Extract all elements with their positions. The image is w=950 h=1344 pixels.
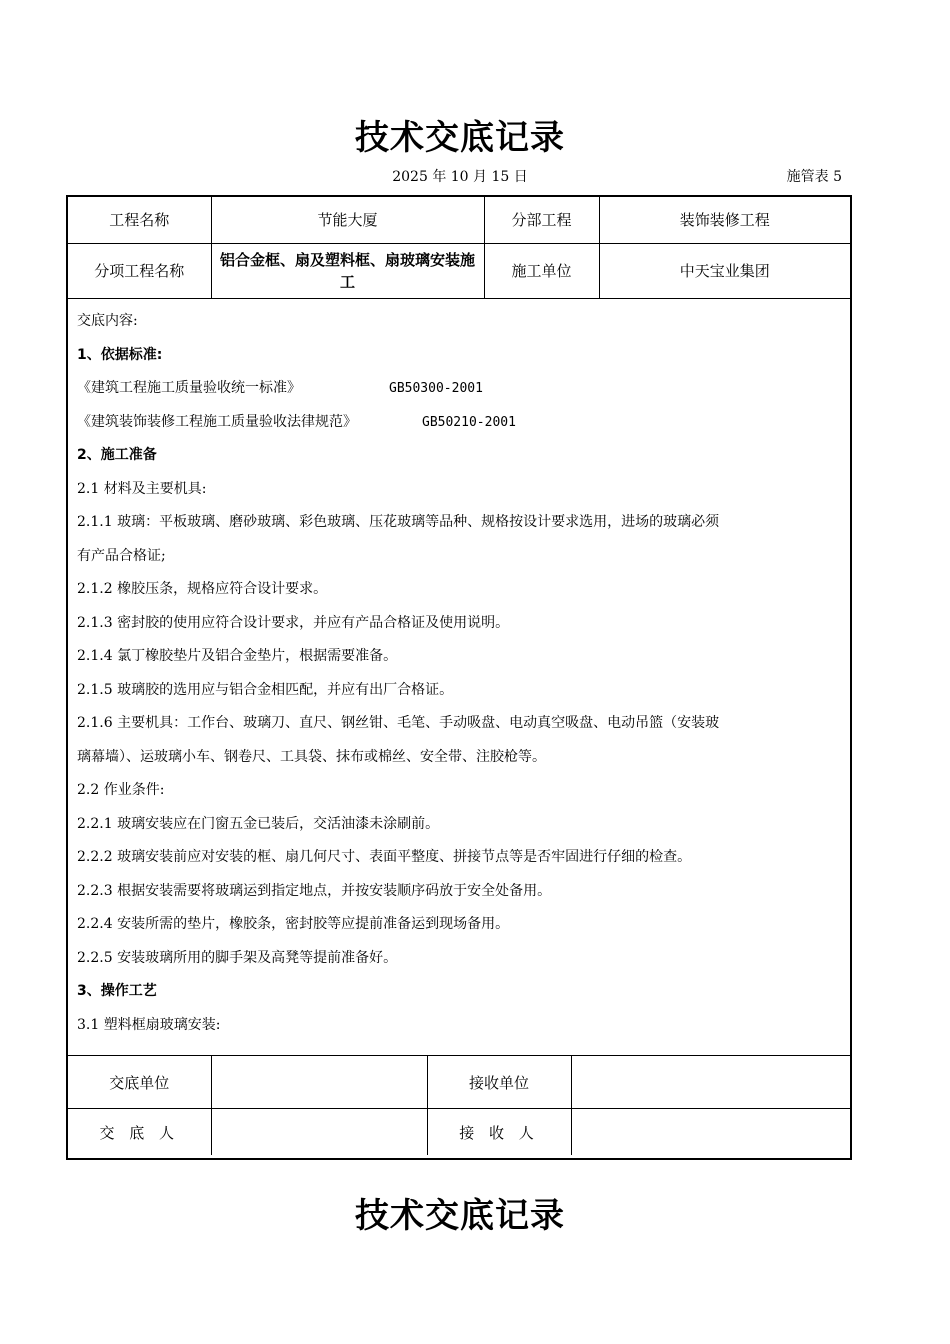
next-page-title: 技术交底记录 — [355, 1196, 565, 1236]
issuer-field[interactable] — [211, 1109, 427, 1156]
division-label: 分部工程 — [484, 197, 599, 244]
form-number: 施管表 5 — [786, 169, 842, 185]
issuer-unit-label: 交底单位 — [68, 1056, 211, 1109]
standard-line — [77, 406, 842, 440]
paragraph: 3.1 塑料框扇玻璃安装: — [77, 1016, 221, 1033]
subitem-value: 铝合金框、扇及塑料框、扇玻璃安装施工 — [211, 244, 484, 299]
document-date: 2025 年 10 月 15 日 — [392, 169, 528, 185]
receiver-label: 接 收 人 — [427, 1109, 571, 1156]
paragraph: 2.1.2 橡胶压条，规格应符合设计要求。 — [77, 581, 328, 597]
project-name-value: 节能大厦 — [211, 197, 484, 244]
paragraph: 有产品合格证; — [77, 547, 166, 564]
section-heading: 1、依据标准: — [77, 346, 163, 363]
section-heading: 2、施工准备 — [77, 447, 157, 463]
contractor-label: 施工单位 — [484, 244, 599, 299]
standard-code: GB50210-2001 — [422, 414, 516, 430]
receiver-unit-field[interactable] — [571, 1056, 850, 1109]
section-heading: 3、操作工艺 — [77, 983, 157, 999]
paragraph: 2.2.2 玻璃安装前应对安装的框、扇几何尺寸、表面平整度、拼接节点等是否牢固进行仔细的检查。 — [77, 849, 692, 865]
record-form — [66, 195, 852, 1160]
standard-code: GB50300-2001 — [389, 381, 483, 396]
briefing-content — [68, 299, 850, 1055]
paragraph: 2.1.1 玻璃：平板玻璃、磨砂玻璃、彩色玻璃、压花玻璃等品种、规格按设计要求选用，进场的玻璃必须 — [77, 514, 720, 530]
document-title: 技术交底记录 — [355, 118, 565, 158]
content-intro: 交底内容: — [77, 313, 138, 329]
subitem-label: 分项工程名称 — [68, 244, 211, 299]
paragraph: 2.1 材料及主要机具: — [77, 480, 207, 497]
paragraph: 2.2.1 玻璃安装应在门窗五金已装后，交活油漆未涂刷前。 — [77, 815, 440, 832]
paragraph: 璃幕墙）、运玻璃小车、钢卷尺、工具袋、抹布或棉丝、安全带、注胶枪等。 — [77, 748, 546, 765]
division-value: 装饰装修工程 — [599, 197, 850, 244]
standard-name: 《建筑装饰装修工程施工质量验收法律规范》 — [77, 413, 357, 430]
receiver-field[interactable] — [571, 1109, 850, 1156]
paragraph: 2.2 作业条件: — [77, 782, 165, 798]
paragraph: 2.1.5 玻璃胶的选用应与铝合金相匹配，并应有出厂合格证。 — [77, 681, 454, 698]
project-name-label: 工程名称 — [68, 197, 211, 244]
signature-table — [68, 1055, 850, 1155]
paragraph: 2.2.4 安装所需的垫片，橡胶条，密封胶等应提前准备运到现场备用。 — [77, 916, 510, 932]
paragraph: 2.1.6 主要机具：工作台、玻璃刀、直尺、钢丝钳、毛笔、手动吸盘、电动真空吸盘、电动吊篮（安装玻 — [77, 715, 720, 731]
standard-line — [77, 372, 842, 406]
paragraph: 2.2.5 安装玻璃所用的脚手架及高凳等提前准备好。 — [77, 949, 398, 966]
header-table — [68, 197, 850, 299]
paragraph: 2.1.4 氯丁橡胶垫片及铝合金垫片，根据需要准备。 — [77, 648, 398, 664]
issuer-label: 交 底 人 — [68, 1109, 211, 1156]
issuer-unit-field[interactable] — [211, 1056, 427, 1109]
receiver-unit-label: 接收单位 — [427, 1056, 571, 1109]
paragraph: 2.1.3 密封胶的使用应符合设计要求，并应有产品合格证及使用说明。 — [77, 614, 510, 631]
standard-name: 《建筑工程施工质量验收统一标准》 — [77, 380, 301, 396]
paragraph: 2.2.3 根据安装需要将玻璃运到指定地点，并按安装顺序码放于安全处备用。 — [77, 882, 552, 899]
contractor-value: 中天宝业集团 — [599, 244, 850, 299]
